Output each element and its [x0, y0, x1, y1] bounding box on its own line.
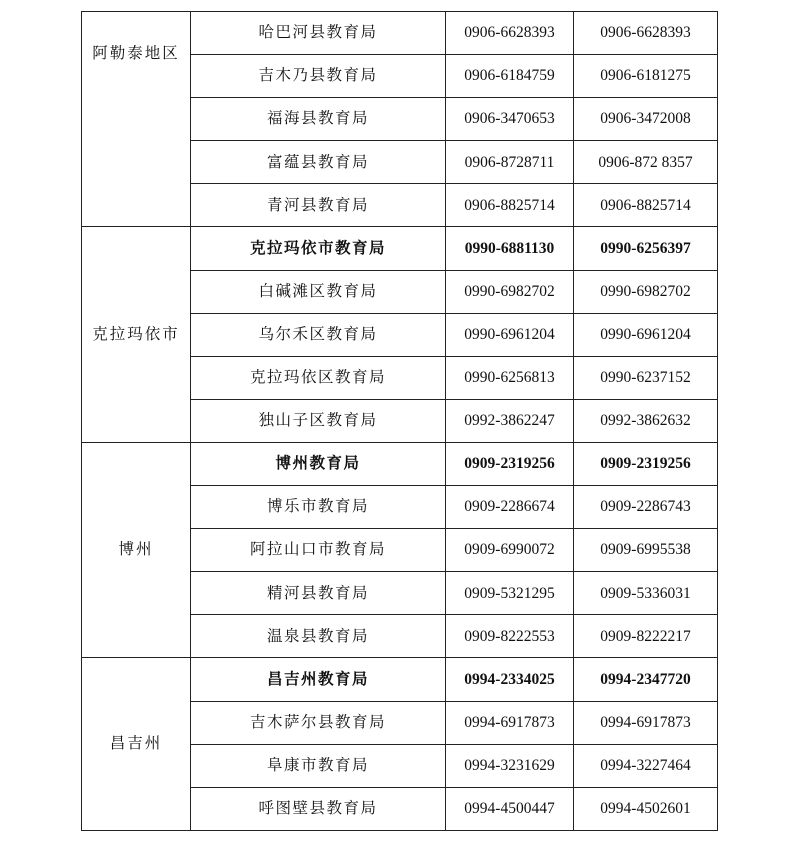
phone-cell: 0992-3862247 — [446, 399, 574, 442]
phone-cell: 0906-8825714 — [446, 184, 574, 227]
education-bureau-contact-table — [81, 11, 718, 831]
table-row — [82, 658, 718, 701]
phone-cell: 0990-6256397 — [574, 227, 718, 270]
phone-cell: 0990-6256813 — [446, 356, 574, 399]
bureau-name-cell: 福海县教育局 — [191, 98, 446, 141]
phone-cell: 0906-6181275 — [574, 55, 718, 98]
phone-cell: 0994-6917873 — [446, 701, 574, 744]
phone-cell: 0906-6628393 — [446, 12, 574, 55]
phone-cell: 0990-6961204 — [446, 313, 574, 356]
bureau-name-cell: 呼图壁县教育局 — [191, 787, 446, 830]
phone-cell: 0990-6982702 — [446, 270, 574, 313]
bureau-name-cell: 精河县教育局 — [191, 572, 446, 615]
bureau-name-cell: 博乐市教育局 — [191, 486, 446, 529]
phone-cell: 0992-3862632 — [574, 399, 718, 442]
bureau-name-cell: 哈巴河县教育局 — [191, 12, 446, 55]
table-body — [82, 12, 718, 831]
phone-cell: 0909-5321295 — [446, 572, 574, 615]
region-cell: 阿勒泰地区 — [82, 12, 191, 227]
table-row — [82, 12, 718, 55]
bureau-name-cell: 富蕴县教育局 — [191, 141, 446, 184]
bureau-name-cell: 昌吉州教育局 — [191, 658, 446, 701]
table-row — [82, 227, 718, 270]
phone-cell: 0994-6917873 — [574, 701, 718, 744]
region-cell: 昌吉州 — [82, 658, 191, 830]
phone-cell: 0994-2347720 — [574, 658, 718, 701]
bureau-name-cell: 克拉玛依区教育局 — [191, 356, 446, 399]
phone-cell: 0906-3470653 — [446, 98, 574, 141]
phone-cell: 0906-3472008 — [574, 98, 718, 141]
region-cell: 克拉玛依市 — [82, 227, 191, 442]
phone-cell: 0994-4502601 — [574, 787, 718, 830]
phone-cell: 0994-2334025 — [446, 658, 574, 701]
bureau-name-cell: 克拉玛依市教育局 — [191, 227, 446, 270]
phone-cell: 0909-2319256 — [446, 442, 574, 485]
phone-cell: 0906-8728711 — [446, 141, 574, 184]
phone-cell: 0990-6237152 — [574, 356, 718, 399]
bureau-name-cell: 青河县教育局 — [191, 184, 446, 227]
phone-cell: 0909-8222553 — [446, 615, 574, 658]
phone-cell: 0994-3227464 — [574, 744, 718, 787]
phone-cell: 0990-6982702 — [574, 270, 718, 313]
bureau-name-cell: 吉木乃县教育局 — [191, 55, 446, 98]
phone-cell: 0906-872 8357 — [574, 141, 718, 184]
phone-cell: 0906-6184759 — [446, 55, 574, 98]
bureau-name-cell: 独山子区教育局 — [191, 399, 446, 442]
bureau-name-cell: 吉木萨尔县教育局 — [191, 701, 446, 744]
phone-cell: 0909-2319256 — [574, 442, 718, 485]
phone-cell: 0909-6995538 — [574, 529, 718, 572]
phone-cell: 0909-2286743 — [574, 486, 718, 529]
bureau-name-cell: 温泉县教育局 — [191, 615, 446, 658]
bureau-name-cell: 博州教育局 — [191, 442, 446, 485]
phone-cell: 0909-8222217 — [574, 615, 718, 658]
region-cell: 博州 — [82, 442, 191, 657]
phone-cell: 0909-2286674 — [446, 486, 574, 529]
phone-cell: 0909-6990072 — [446, 529, 574, 572]
phone-cell: 0906-6628393 — [574, 12, 718, 55]
phone-cell: 0990-6961204 — [574, 313, 718, 356]
phone-cell: 0994-4500447 — [446, 787, 574, 830]
phone-cell: 0909-5336031 — [574, 572, 718, 615]
phone-cell: 0906-8825714 — [574, 184, 718, 227]
bureau-name-cell: 白碱滩区教育局 — [191, 270, 446, 313]
phone-cell: 0994-3231629 — [446, 744, 574, 787]
bureau-name-cell: 阿拉山口市教育局 — [191, 529, 446, 572]
table-row — [82, 442, 718, 485]
phone-cell: 0990-6881130 — [446, 227, 574, 270]
bureau-name-cell: 阜康市教育局 — [191, 744, 446, 787]
bureau-name-cell: 乌尔禾区教育局 — [191, 313, 446, 356]
